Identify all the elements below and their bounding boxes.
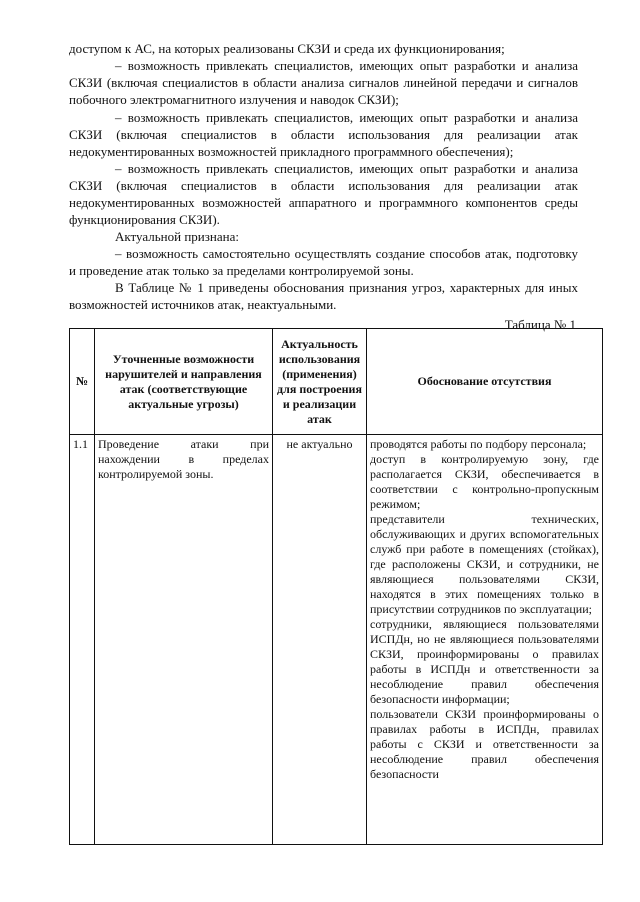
header-justification: Обоснование отсутствия (367, 329, 603, 435)
table-caption: Таблица № 1 (504, 317, 576, 332)
paragraph-item-1: – возможность привлекать специалистов, имеющих опыт разработки и анализа СКЗИ (включая специалистов в области анализа сигналов линейной передачи и сигналов побочного электромагнитного излучения и наводок СКЗИ); (69, 58, 578, 107)
row-num: 1.1 (70, 435, 95, 845)
justification-item: пользователи СКЗИ проинформированы о правилах работы в ИСПДн, правилах работы с СКЗИ и ответственности за несоблюдение правил обеспечения безопасности (370, 707, 599, 781)
paragraph-table-intro: В Таблице № 1 приведены обоснования признания угроз, характерных для иных возможностей источников атак, неактуальными. (69, 280, 578, 312)
table-row (70, 435, 603, 845)
paragraph-continuation: доступом к АС, на которых реализованы СКЗИ и среда их функционирования; (69, 41, 505, 56)
header-actuality: Актуальность использования (применения) для построения и реализации атак (273, 329, 367, 435)
paragraph-item-2: – возможность привлекать специалистов, имеющих опыт разработки и анализа СКЗИ (включая специалистов в области использования для реализации атак недокументированных возможностей прикладного программного обеспечения); (69, 110, 578, 159)
table-header-row (70, 329, 603, 435)
justification-item: проводятся работы по подбору персонала; (370, 437, 587, 451)
paragraph-actual-item: – возможность самостоятельно осуществлять создание способов атак, подготовку и проведение атак только за пределами контролируемой зоны. (69, 246, 578, 278)
justification-item: доступ в контролируемую зону, где располагается СКЗИ, обеспечивается в соответствии с контрольно-пропускным режимом; (370, 452, 599, 511)
paragraph-actual-heading: Актуальной признана: (115, 229, 239, 244)
threats-table (69, 328, 603, 845)
row-actuality: не актуально (273, 435, 367, 845)
justification-item: сотрудники, являющиеся пользователями ИСПДн, но не являющиеся пользователями СКЗИ, проинформированы о правилах работы в ИСПДн и ответственности за несоблюдение правил обеспечения безопасности информации; (370, 617, 599, 706)
justification-item: представители технических, обслуживающих и других вспомогательных служб при работе в помещениях (стойках), где расположены СКЗИ, и сотрудники, не являющиеся пользователями СКЗИ, находятся в этих помещениях только в присутствии сотрудников по эксплуатации; (370, 512, 599, 616)
header-num: № (70, 329, 95, 435)
row-capability: Проведение атаки при нахождении в пределах контролируемой зоны. (95, 435, 273, 845)
row-justification (367, 435, 603, 845)
paragraph-item-3: – возможность привлекать специалистов, имеющих опыт разработки и анализа СКЗИ (включая специалистов в области использования для реализации атак недокументированных возможностей аппаратного и программного компонентов среды функционирования СКЗИ). (69, 161, 578, 227)
header-capabilities: Уточненные возможности нарушителей и направления атак (соответствующие актуальные угрозы) (95, 329, 273, 435)
